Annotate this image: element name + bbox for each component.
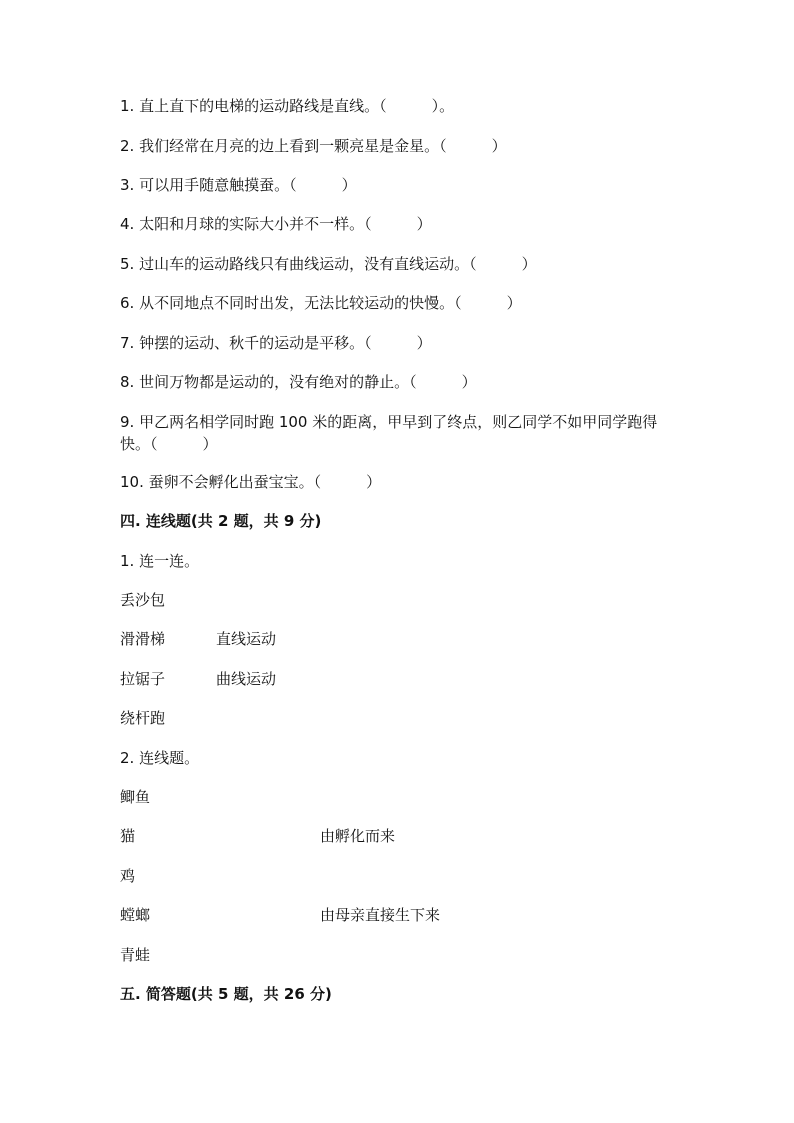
matching-q2-left-item: 猫 bbox=[120, 827, 136, 845]
matching-q2-left-item: 鲫鱼 bbox=[120, 788, 151, 806]
matching-q2-left-item: 螳螂 bbox=[120, 906, 151, 924]
matching-q2-right-item: 由孵化而来 bbox=[320, 827, 396, 845]
judgment-question-3: 3. 可以用手随意触摸蚕。（ ） bbox=[120, 176, 357, 194]
matching-q1-left-item: 滑滑梯 bbox=[120, 630, 166, 648]
matching-q1-left-item: 拉锯子 bbox=[120, 670, 166, 688]
judgment-question-10: 10. 蚕卵不会孵化出蚕宝宝。（ ） bbox=[120, 473, 382, 491]
section-4-heading: 四. 连线题(共 2 题，共 9 分) bbox=[120, 512, 322, 530]
matching-q1-right-item: 曲线运动 bbox=[216, 670, 277, 688]
judgment-question-4: 4. 太阳和月球的实际大小并不一样。（ ） bbox=[120, 215, 432, 233]
matching-q1-right-item: 直线运动 bbox=[216, 630, 277, 648]
section-5-heading: 五. 简答题(共 5 题，共 26 分) bbox=[120, 985, 332, 1003]
matching-q2-right-item: 由母亲直接生下来 bbox=[320, 906, 441, 924]
judgment-question-6: 6. 从不同地点不同时出发，无法比较运动的快慢。（ ） bbox=[120, 294, 522, 312]
judgment-question-7: 7. 钟摆的运动、秋千的运动是平移。（ ） bbox=[120, 334, 432, 352]
matching-q2-left-item: 青蛙 bbox=[120, 946, 151, 964]
matching-q1-left-item: 绕杆跑 bbox=[120, 709, 166, 727]
matching-q2-left-item: 鸡 bbox=[120, 867, 136, 885]
matching-question-2-title: 2. 连线题。 bbox=[120, 749, 200, 767]
judgment-question-1: 1. 直上直下的电梯的运动路线是直线。（ ）。 bbox=[120, 97, 455, 115]
judgment-question-9: 9. 甲乙两名相学同时跑 100 米的距离，甲早到了终点，则乙同学不如甲同学跑得快。（ ） bbox=[120, 413, 658, 453]
matching-q1-left-item: 丢沙包 bbox=[120, 591, 166, 609]
judgment-question-5: 5. 过山车的运动路线只有曲线运动，没有直线运动。（ ） bbox=[120, 255, 537, 273]
matching-question-1-title: 1. 连一连。 bbox=[120, 552, 200, 570]
judgment-question-2: 2. 我们经常在月亮的边上看到一颗亮星是金星。（ ） bbox=[120, 137, 507, 155]
judgment-question-8: 8. 世间万物都是运动的，没有绝对的静止。（ ） bbox=[120, 373, 477, 391]
